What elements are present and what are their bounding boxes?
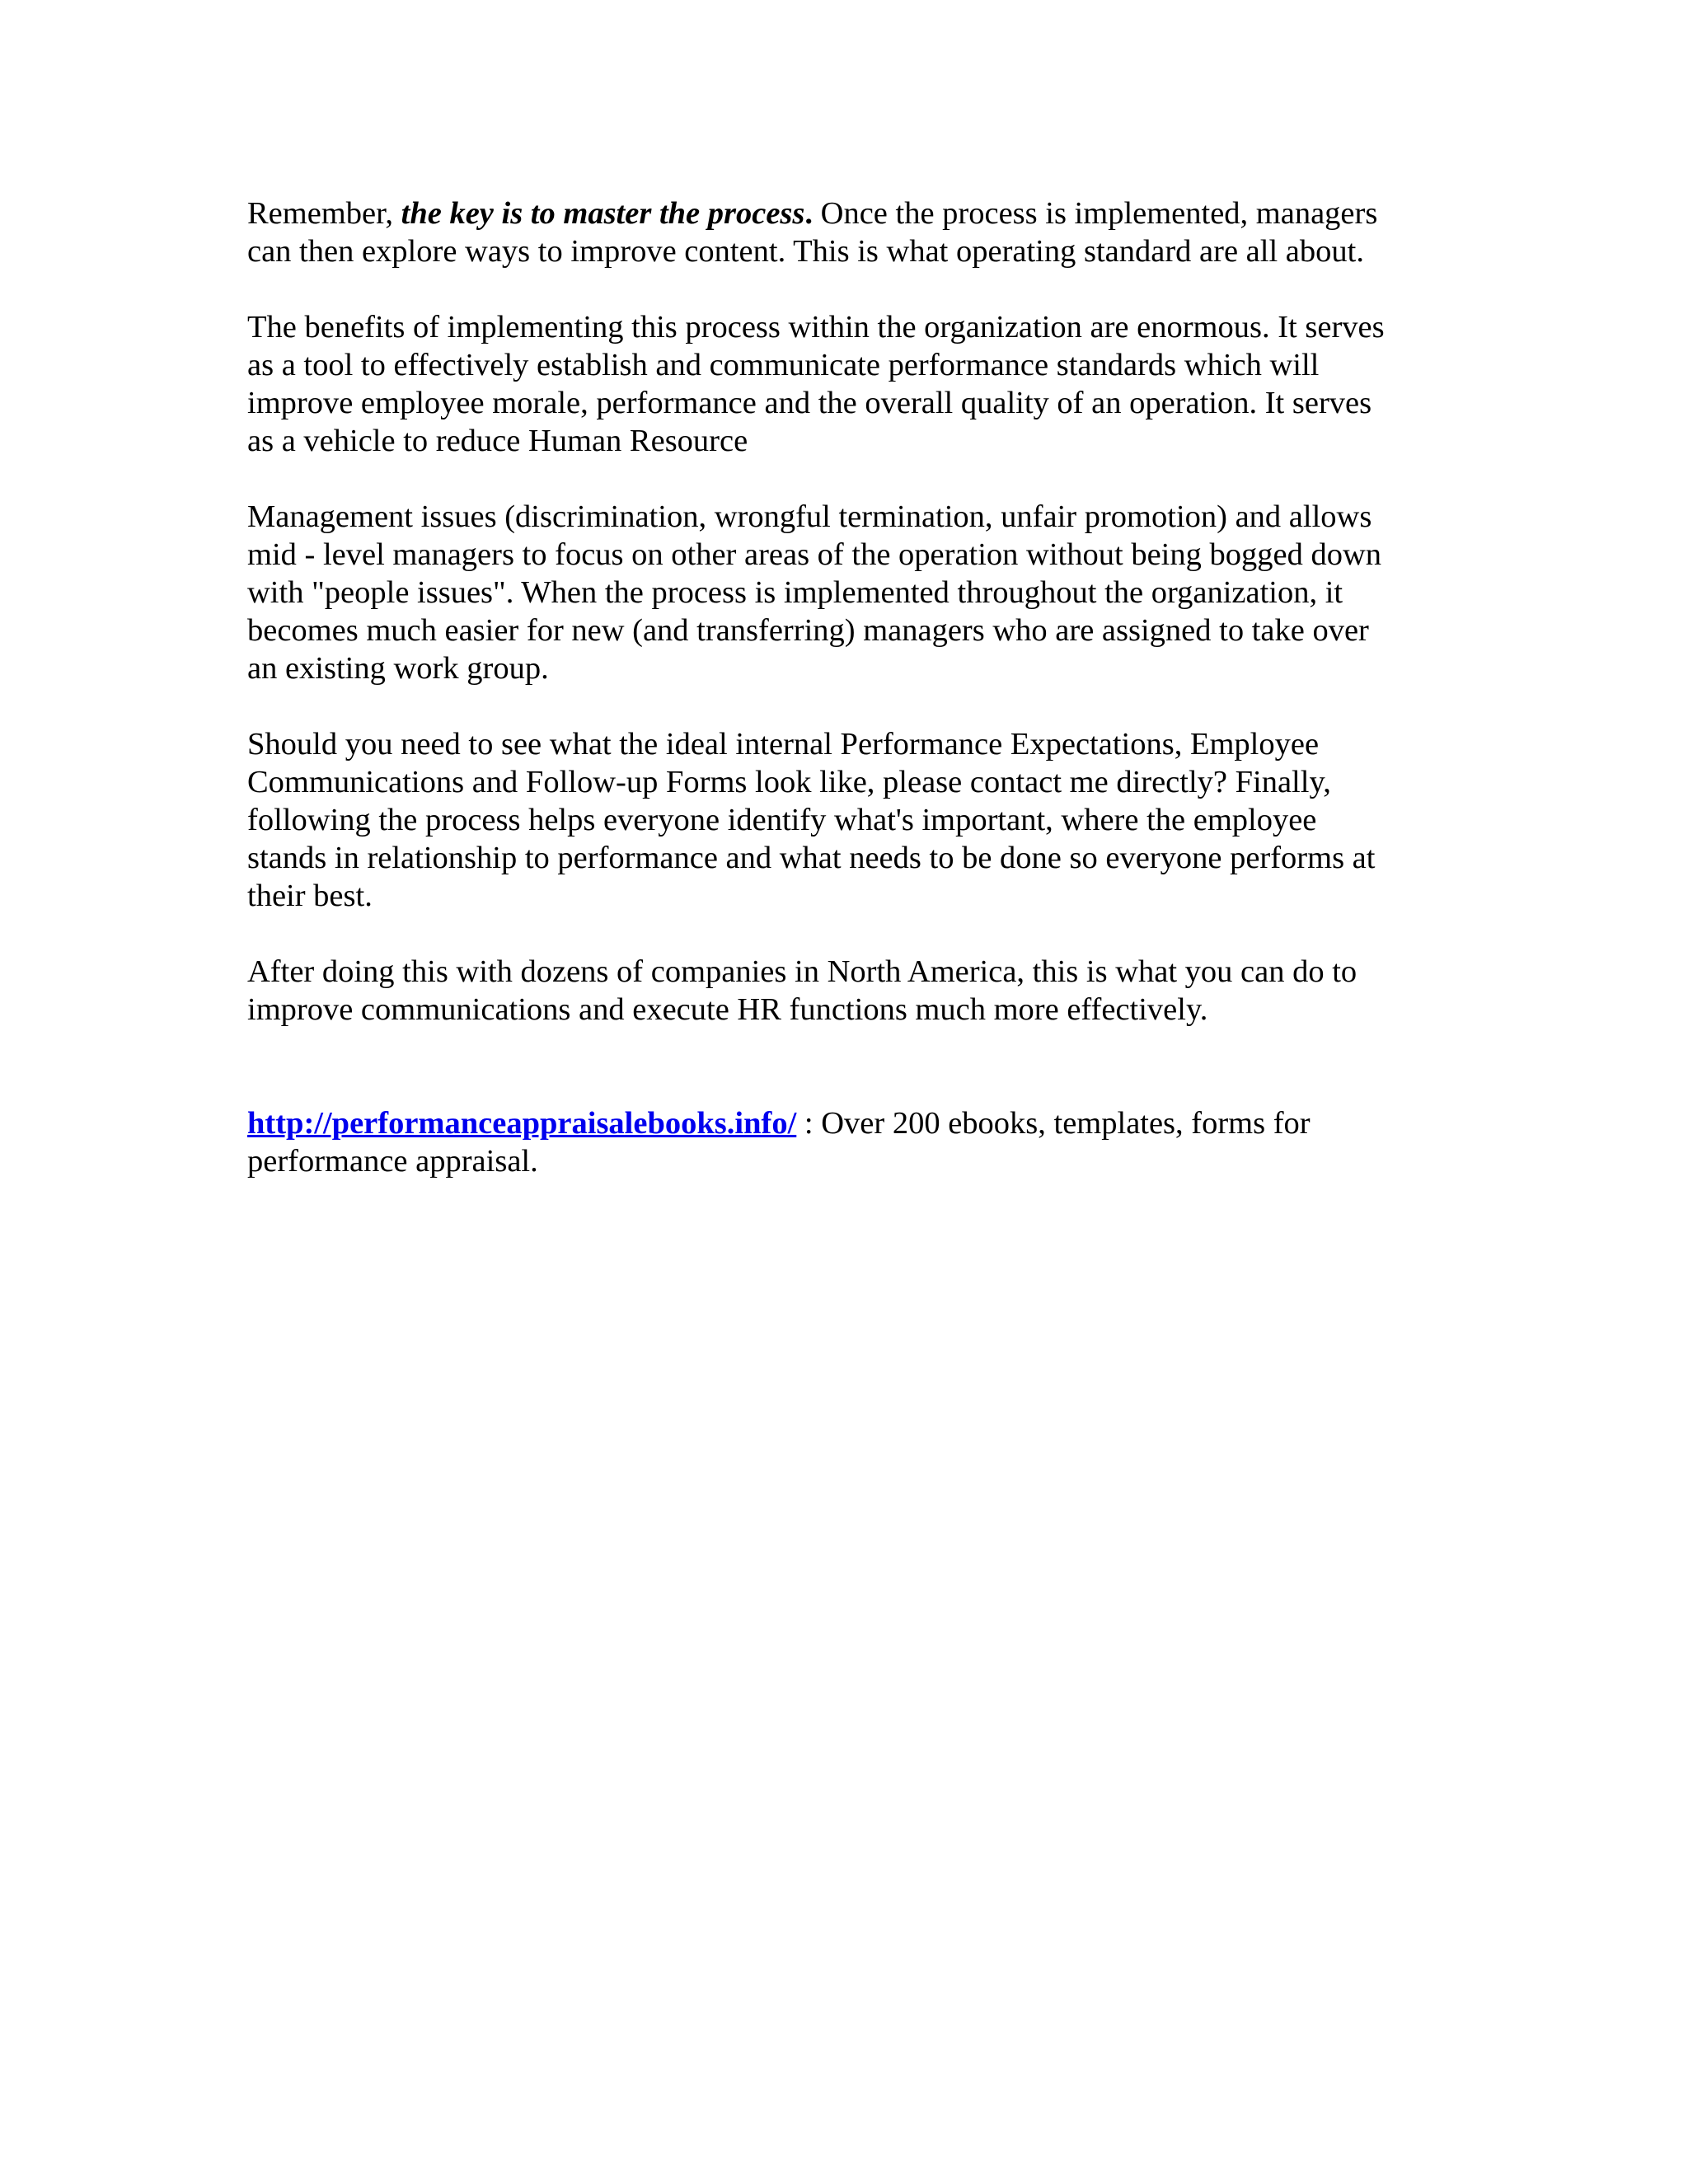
paragraph-2-line-2: as a tool to effectively establish and communicate performance standards which will [247, 348, 1320, 382]
paragraph-5-line-1: After doing this with dozens of companies in North America, this is what you can do to [247, 954, 1357, 989]
paragraph-3-line-5: an existing work group. [247, 651, 549, 686]
footer-paragraph [247, 1104, 1451, 1180]
paragraph-2-line-1: The benefits of implementing this process within the organization are enormous. It serves [247, 310, 1385, 344]
key-emphasis-period: . [804, 196, 814, 231]
paragraph-1 [247, 194, 1451, 270]
paragraph-2-line-4: as a vehicle to reduce Human Resource [247, 424, 748, 458]
paragraph-4-line-4: stands in relationship to performance and what needs to be done so everyone performs at [247, 841, 1376, 875]
footer-line-1 [247, 1104, 1451, 1142]
footer-line-1-rest: : Over 200 ebooks, templates, forms for [796, 1106, 1311, 1141]
paragraph-5 [247, 953, 1451, 1029]
paragraph-3 [247, 498, 1451, 687]
footer-line-2: performance appraisal. [247, 1144, 538, 1179]
paragraph-3-line-3: with "people issues". When the process is implemented throughout the organization, it [247, 575, 1343, 610]
paragraph-5-line-2: improve communications and execute HR functions much more effectively. [247, 992, 1208, 1027]
remember-text: Remember, [247, 196, 401, 231]
paragraph-1-line-2: can then explore ways to improve content. This is what operating standard are all about. [247, 234, 1364, 269]
paragraph-4-line-2: Communications and Follow-up Forms look like, please contact me directly? Finally, [247, 765, 1331, 799]
paragraph-3-line-2: mid - level managers to focus on other areas of the operation without being bogged down [247, 537, 1381, 572]
paragraph-2-line-3: improve employee morale, performance and the overall quality of an operation. It serves [247, 386, 1372, 420]
paragraph-4-line-5: their best. [247, 879, 373, 913]
ebooks-link[interactable]: http://performanceappraisalebooks.info/ [247, 1106, 797, 1141]
paragraph-1-line-1 [247, 194, 1451, 232]
blank-spacer [247, 1066, 1451, 1104]
paragraph-4 [247, 725, 1451, 915]
paragraph-3-line-4: becomes much easier for new (and transferring) managers who are assigned to take over [247, 613, 1369, 648]
paragraph-3-line-1: Management issues (discrimination, wrongful termination, unfair promotion) and allows [247, 499, 1372, 534]
paragraph-2 [247, 308, 1451, 460]
paragraph-1-line-1-rest: Once the process is implemented, managers [813, 196, 1378, 231]
paragraph-4-line-1: Should you need to see what the ideal internal Performance Expectations, Employee [247, 727, 1320, 762]
key-emphasis: the key is to master the process [401, 196, 805, 231]
document-body [247, 194, 1451, 1218]
paragraph-4-line-3: following the process helps everyone identify what's important, where the employee [247, 803, 1317, 837]
